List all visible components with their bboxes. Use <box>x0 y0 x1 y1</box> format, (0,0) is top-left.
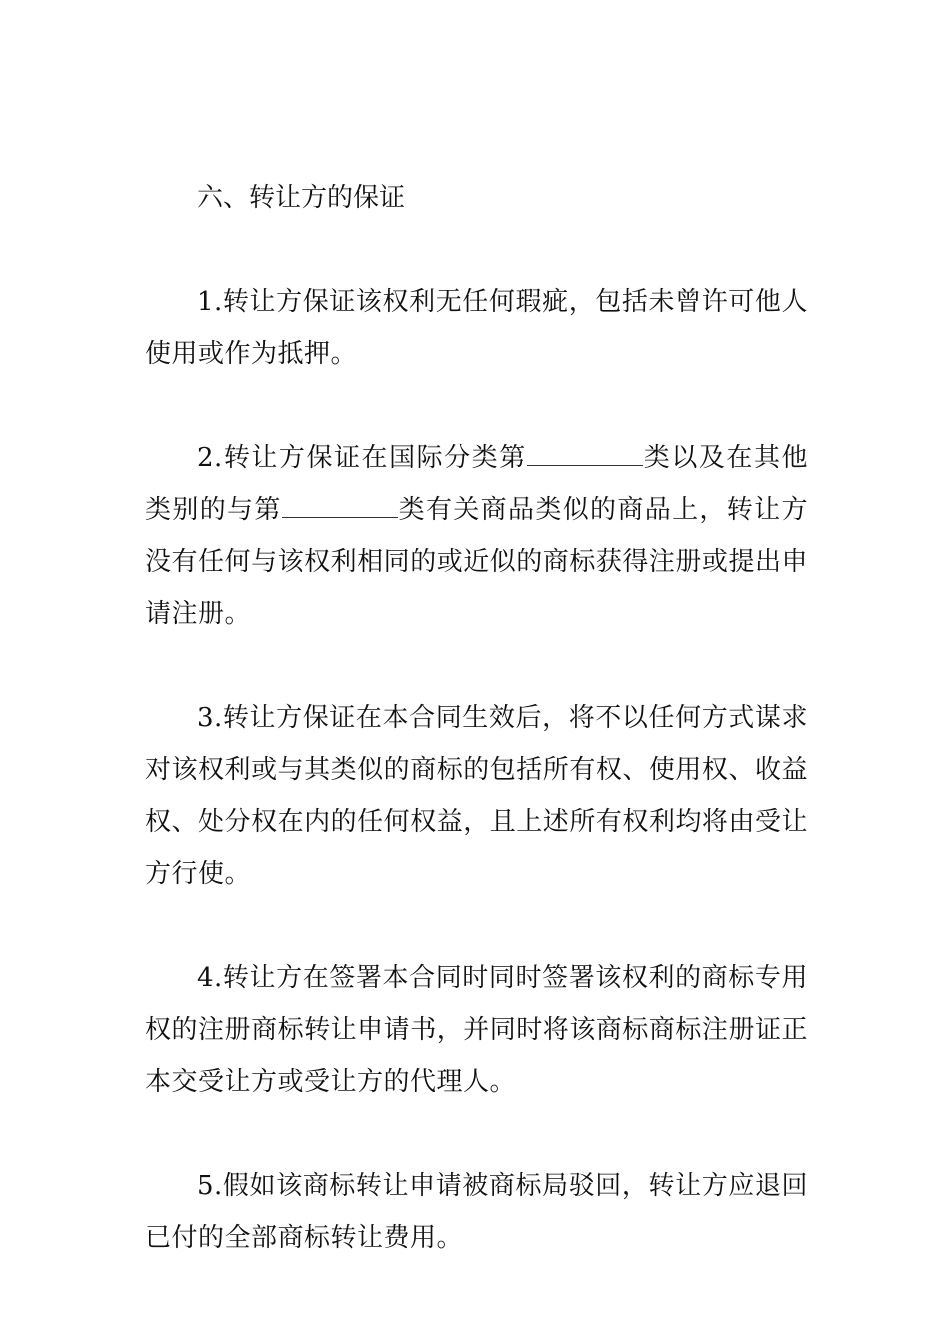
document-body <box>145 172 808 1264</box>
clause-4: 4.转让方在签署本合同时同时签署该权利的商标专用权的注册商标转让申请书，并同时将该商标商标注册证正本交受让方或受让方的代理人。 <box>145 963 808 1097</box>
clause-1: 1.转让方保证该权利无任何瑕疵，包括未曾许可他人使用或作为抵押。 <box>145 287 808 369</box>
clause-3: 3.转让方保证在本合同生效后，将不以任何方式谋求对该权利或与其类似的商标的包括所有权、使用权、收益权、处分权在内的任何权益，且上述所有权利均将由受让方行使。 <box>145 703 808 889</box>
clause-2-part-3: 类有关商品类似的商品上，转让方没有任何与该权利相同的或近似的商标获得注册或提出申请注册。 <box>145 495 808 629</box>
class-number-blank-1 <box>527 445 643 466</box>
section-heading: 六、转让方的保证 <box>197 183 406 213</box>
clause-2-part-1: 2.转让方保证在国际分类第 <box>197 443 527 473</box>
class-number-blank-2 <box>282 497 398 518</box>
clause-5: 5.假如该商标转让申请被商标局驳回，转让方应退回已付的全部商标转让费用。 <box>145 1171 808 1253</box>
clause-2-part-2: 类以及在其他类别的与第 <box>145 443 808 525</box>
clause-2 <box>145 432 808 640</box>
